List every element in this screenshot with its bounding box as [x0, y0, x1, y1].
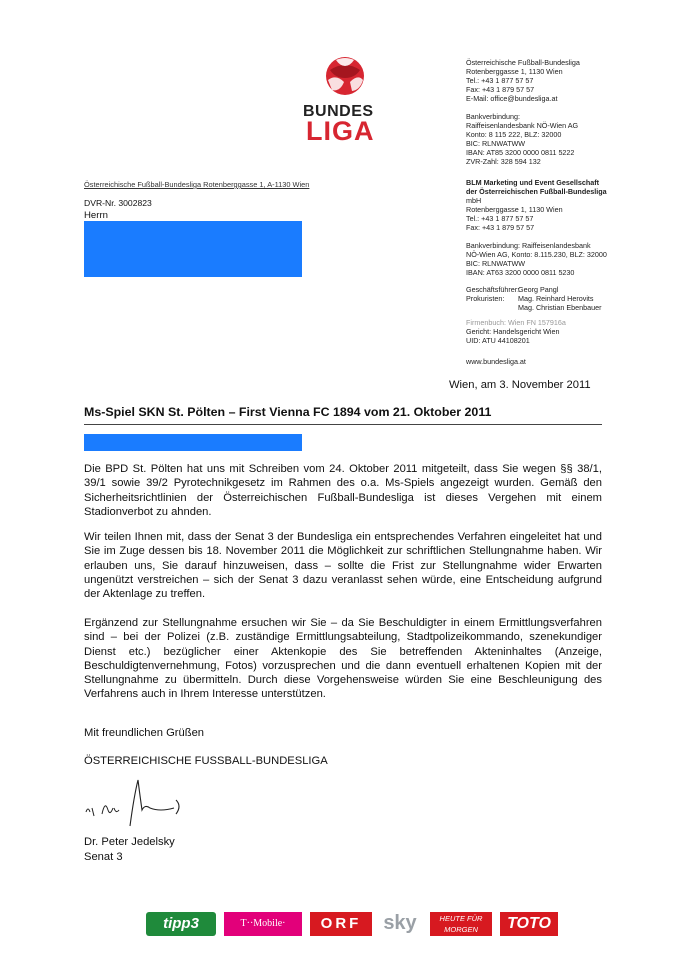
blm-line: Tel.: +43 1 877 57 57 [466, 214, 534, 223]
register-line: UID: ATU 44108201 [466, 336, 530, 345]
register-block [466, 318, 671, 345]
logo-word-bundes: BUNDES [303, 103, 374, 120]
org-line: Österreichische Fußball-Bundesliga [466, 58, 580, 67]
blm-bank-line: IBAN: AT63 3200 0000 0811 5230 [466, 268, 575, 277]
bank-line: IBAN: AT85 3200 0000 0811 5222 [466, 148, 575, 157]
blm-bank-line: NÖ-Wien AG, Konto: 8.115.230, BLZ: 32000 [466, 250, 607, 259]
blm-line: mbH [466, 196, 482, 205]
management-block [466, 285, 671, 312]
bank-line: ZVR-Zahl: 328 594 132 [466, 157, 541, 166]
org-line: Fax: +43 1 879 57 57 [466, 85, 535, 94]
blm-block [466, 178, 671, 232]
management-label: Prokuristen: [466, 294, 505, 303]
blm-line: BLM Marketing und Event Gesellschaft [466, 178, 599, 187]
sponsor-sky-logo: sky [383, 912, 417, 934]
bundesliga-ball-logo [300, 52, 390, 104]
org-line: Rotenberggasse 1, 1130 Wien [466, 67, 563, 76]
register-line: Gericht: Handelsgericht Wien [466, 327, 560, 336]
sponsor-tmobile-logo: T··Mobile· [224, 912, 302, 936]
bank-block [466, 112, 671, 166]
organisation-signoff: ÖSTERREICHISCHE FUSSBALL-BUNDESLIGA [84, 755, 328, 767]
blm-line: der Österreichischen Fußball-Bundesliga [466, 187, 607, 196]
subject-underline [84, 424, 602, 425]
bank-line: Raiffeisenlandesbank NÖ-Wien AG [466, 121, 579, 130]
org-address-block [466, 58, 671, 103]
handwritten-signature [84, 778, 204, 834]
letter-date: Wien, am 3. November 2011 [449, 379, 591, 391]
management-value: Mag. Christian Ebenbauer [518, 303, 602, 312]
letter-subject: Ms-Spiel SKN St. Pölten – First Vienna FC 1894 vom 21. Oktober 2011 [84, 405, 492, 419]
org-line: E-Mail: office@bundesliga.at [466, 94, 558, 103]
org-line: Tel.: +43 1 877 57 57 [466, 76, 534, 85]
blm-bank-line: Bankverbindung: Raiffeisenlandesbank [466, 241, 591, 250]
sponsor-heute-fuer-morgen-logo: HEUTE FÜR MORGEN [430, 912, 492, 936]
sponsor-tipp3-logo: tipp3 [146, 912, 216, 936]
body-paragraph-1: Die BPD St. Pölten hat uns mit Schreiben vom 24. Oktober 2011 mitgeteilt, dass Sie wegen §§ 38/1, 39/1 sowie 39/2 Pyrotechnikgesetz im Rahmen des o.a. Ms-Spiels angezeigt wurden. Gemäß den Sicherheitsrichtlinien der Österreichischen Fußball-Bundesliga ist dieses Vergehen mit einem Stadionverbot zu ahnden. [84, 463, 602, 518]
blm-bank-block [466, 241, 671, 277]
management-value: Mag. Reinhard Herovits [518, 294, 594, 303]
blm-bank-line: BIC: RLNWATWW [466, 259, 526, 268]
bank-line: Konto: 8 115 222, BLZ: 32000 [466, 130, 562, 139]
sponsor-orf-logo: ORF [310, 912, 372, 936]
bank-line: BIC: RLNWATWW [466, 139, 526, 148]
website: www.bundesliga.at [466, 357, 526, 366]
sender-return-line: Österreichische Fußball-Bundesliga Rotenberggasse 1, A-1130 Wien [84, 180, 310, 189]
recipient-address-redaction [84, 221, 302, 277]
sponsor-toto-logo: TOTO [500, 912, 558, 936]
salutation-redaction [84, 434, 302, 451]
logo-word-liga: LIGA [306, 116, 375, 146]
signatory-role: Senat 3 [84, 851, 123, 863]
blm-line: Rotenberggasse 1, 1130 Wien [466, 205, 563, 214]
management-label: Geschäftsführer: [466, 285, 520, 294]
closing-greeting: Mit freundlichen Grüßen [84, 727, 205, 739]
blm-line: Fax: +43 1 879 57 57 [466, 223, 535, 232]
recipient-salutation: Herrn [84, 210, 108, 221]
management-value: Georg Pangl [518, 285, 559, 294]
body-paragraph-2: Wir teilen Ihnen mit, dass der Senat 3 der Bundesliga ein entsprechendes Verfahren eingeleitet hat und Sie im Zuge dessen bis 18. November 2011 die Möglichkeit zur schriftlichen Stellungnahme haben. Wir erlauben uns, Sie darauf hinzuweisen, dass – sollte die Frist zur Stellungnahme wider Erwarten ungenützt verstreichen – sich der Senat 3 dazu veranlasst sehen würde, eine Entscheidung aufgrund der Aktenlage zu treffen. [84, 531, 602, 601]
body-paragraph-3: Ergänzend zur Stellungnahme ersuchen wir Sie – da Sie Beschuldigter in einem Ermittlungsverfahren sind – bei der Polizei (z.B. zuständige Ermittlungsabteilung, Stadtpolizeikommando, szenekundiger Dienst etc.) bezüglicher einer Aktenkopie des Sie betreffenden Akteninhaltes (Anzeige, Beschuldigtenvernehmung, Fotos) vorzusprechen und die dann eventuell erhaltenen Kopien mit der Stellungnahme zu übermitteln. Durch diese Vorgehensweise würden Sie eine Beschleunigung des Verfahrens auch in Ihrem Interesse unterstützen. [84, 617, 602, 701]
signatory-name: Dr. Peter Jedelsky [84, 836, 175, 848]
bank-line: Bankverbindung: [466, 112, 520, 121]
dvr-number: DVR-Nr. 3002823 [84, 198, 152, 208]
register-line: Firmenbuch: Wien FN 157916a [466, 318, 566, 327]
